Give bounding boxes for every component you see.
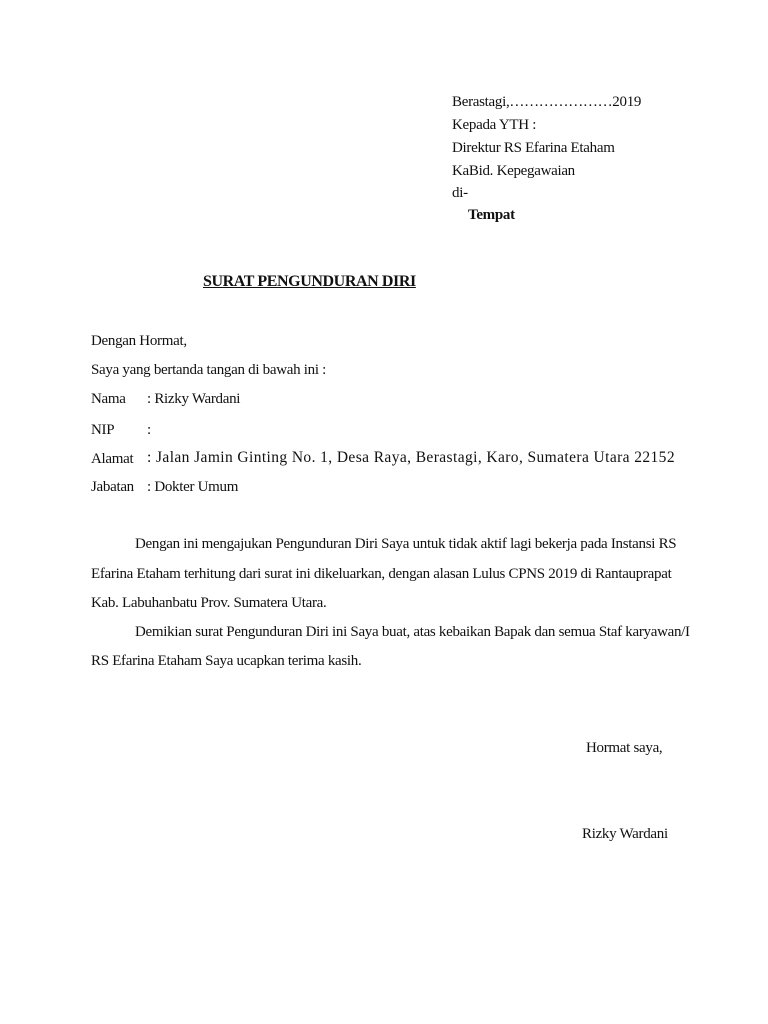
intro-line: Saya yang bertanda tangan di bawah ini : bbox=[91, 362, 327, 378]
paragraph-2-line-2: RS Efarina Etaham Saya ucapkan terima kasih. bbox=[91, 653, 362, 669]
di-label: di- bbox=[452, 185, 468, 201]
recipient-department: KaBid. Kepegawaian bbox=[452, 163, 575, 179]
field-label-jabatan: Jabatan bbox=[91, 479, 134, 495]
closing-salutation: Hormat saya, bbox=[586, 740, 663, 756]
to-label: Kepada YTH : bbox=[452, 117, 537, 133]
letter-title: SURAT PENGUNDURAN DIRI bbox=[203, 273, 416, 290]
field-value-alamat: : Jalan Jamin Ginting No. 1, Desa Raya, Berastagi, Karo, Sumatera Utara 22152 bbox=[147, 449, 675, 466]
field-value-jabatan: : Dokter Umum bbox=[147, 479, 239, 495]
signer-name: Rizky Wardani bbox=[582, 826, 668, 842]
recipient-director: Direktur RS Efarina Etaham bbox=[452, 140, 615, 156]
greeting: Dengan Hormat, bbox=[91, 333, 187, 349]
paragraph-1-line-3: Kab. Labuhanbatu Prov. Sumatera Utara. bbox=[91, 595, 327, 611]
field-value-nama: : Rizky Wardani bbox=[147, 391, 241, 407]
field-label-nama: Nama bbox=[91, 391, 126, 407]
date-line: Berastagi,…………………2019 bbox=[452, 94, 642, 110]
paragraph-1-line-2: Efarina Etaham terhitung dari surat ini dikeluarkan, dengan alasan Lulus CPNS 2019 di Rantauprapat bbox=[91, 566, 672, 582]
field-label-nip: NIP bbox=[91, 422, 115, 438]
paragraph-2-line-1: Demikian surat Pengunduran Diri ini Saya buat, atas kebaikan Bapak dan semua Staf karyawan/I bbox=[135, 624, 690, 640]
field-label-alamat: Alamat bbox=[91, 451, 134, 467]
paragraph-1-line-1: Dengan ini mengajukan Pengunduran Diri Saya untuk tidak aktif lagi bekerja pada Instansi RS bbox=[135, 536, 677, 552]
place-label: Tempat bbox=[468, 207, 515, 223]
field-value-nip: : bbox=[147, 422, 151, 438]
